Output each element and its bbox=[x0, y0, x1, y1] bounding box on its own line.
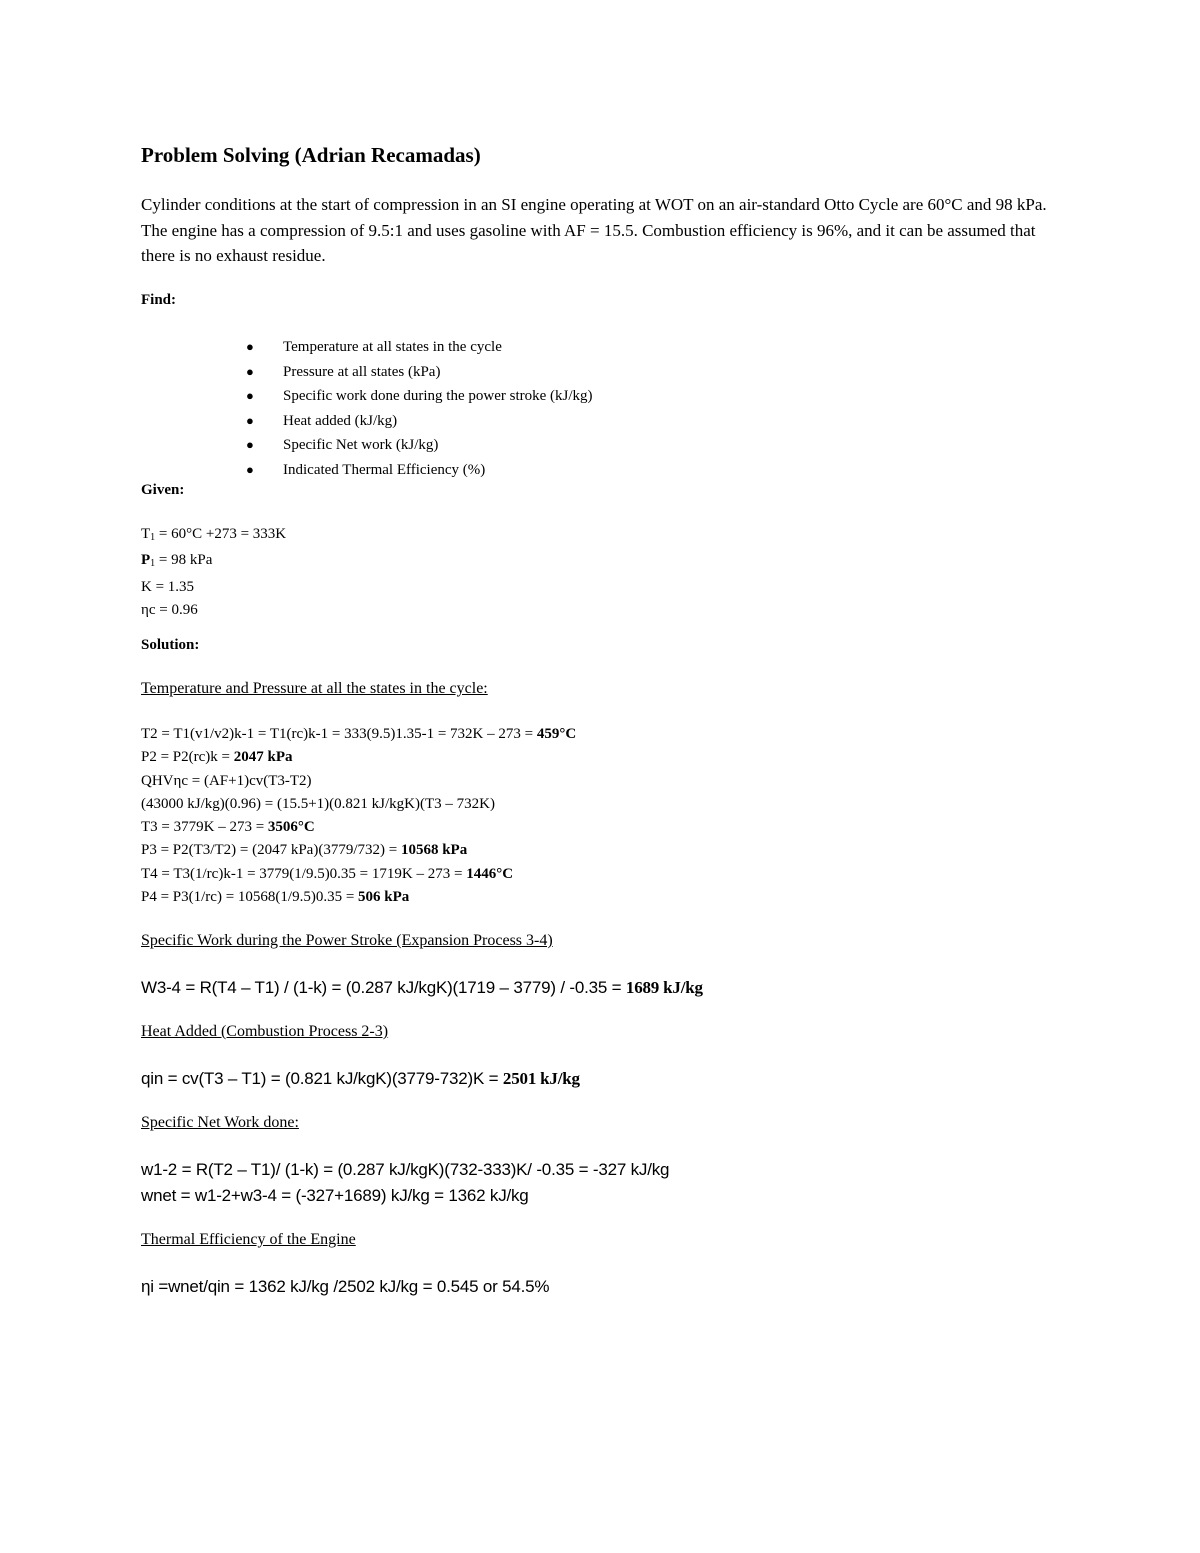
heat-equation: qin = cv(T3 – T1) = (0.821 kJ/kgK)(3779-732)K = 2501 kJ/kg bbox=[141, 1069, 580, 1088]
efficiency-heading: Thermal Efficiency of the Engine bbox=[141, 1231, 356, 1248]
find-item: ● Specific Net work (kJ/kg) bbox=[246, 433, 593, 458]
net-work-equations bbox=[141, 1157, 669, 1209]
find-item: ● Pressure at all states (kPa) bbox=[246, 360, 593, 385]
bullet-icon: ● bbox=[246, 412, 254, 428]
given-eta: ηc = 0.96 bbox=[141, 601, 198, 618]
find-heading: Find: bbox=[141, 292, 177, 308]
given-p1: $P_1 = 98$ kPa bbox=[141, 552, 213, 570]
solution-heading: Solution: bbox=[141, 637, 200, 653]
bullet-icon: ● bbox=[246, 437, 254, 452]
given-heading: Given: bbox=[141, 482, 185, 498]
given-k: K = 1.35 bbox=[141, 578, 195, 595]
equation-line: T2 = T1(v1/v2)k-1 = T1(rc)k-1 = 333(9.5)1.35-1 = 732K – 273 = 459°C bbox=[141, 726, 577, 742]
equation-line: P3 = P2(T3/T2) = (2047 kPa)(3779/732) = 10568 kPa bbox=[141, 842, 468, 859]
problem-statement: Cylinder conditions at the start of compression in an SI engine operating at WOT on an air-standard Otto Cycle are 60°C and 98 kPa. The engine has a compression of 9.5:1 and uses gasoline with AF = 15.5. Combustion efficiency is 96%, and it can be assumed that there is no exhaust residue. bbox=[141, 195, 1047, 265]
equation-line: (43000 kJ/kg)(0.96) = (15.5+1)(0.821 kJ/kgK)(T3 – 732K) bbox=[141, 795, 495, 812]
bullet-icon: ● bbox=[246, 363, 254, 379]
find-list bbox=[246, 335, 593, 482]
given-values bbox=[141, 523, 286, 622]
find-item: ● Specific work done during the power stroke (kJ/kg) bbox=[246, 384, 593, 409]
temp-pressure-equations bbox=[141, 723, 576, 909]
equation-line: P4 = P3(1/rc) = 10568(1/9.5)0.35 = 506 kPa bbox=[141, 889, 410, 906]
work-heading: Specific Work during the Power Stroke (Expansion Process 3-4) bbox=[141, 932, 553, 949]
document-title: Problem Solving (Adrian Recamadas) bbox=[141, 143, 481, 167]
bullet-icon: ● bbox=[246, 388, 254, 403]
find-item: ● Indicated Thermal Efficiency (%) bbox=[246, 458, 593, 483]
equation-line: w1-2 = R(T2 – T1)/ (1-k) = (0.287 kJ/kgK)(732-333)K/ -0.35 = -327 kJ/kg bbox=[141, 1160, 670, 1179]
given-t1: $T_1 = 60^\circ C +273 = 333K$ bbox=[141, 526, 287, 543]
net-work-heading: Specific Net Work done: bbox=[141, 1114, 299, 1131]
find-item: ● Temperature at all states in the cycle bbox=[246, 335, 593, 360]
heat-heading: Heat Added (Combustion Process 2-3) bbox=[141, 1023, 389, 1040]
find-item: ● Heat added (kJ/kg) bbox=[246, 409, 593, 434]
equation-line: wnet = w1-2+w3-4 = (-327+1689) kJ/kg = 1362 kJ/kg bbox=[141, 1186, 529, 1205]
equation-line: P2 = P2(rc)k = 2047 kPa bbox=[141, 749, 293, 766]
bullet-icon: ● bbox=[246, 339, 254, 354]
equation-line: T3 = 3779K – 273 = 3506°C bbox=[141, 819, 315, 836]
work-equation: W3-4 = R(T4 – T1) / (1-k) = (0.287 kJ/kgK)(1719 – 3779) / -0.35 = 1689 kJ/kg bbox=[141, 978, 703, 997]
efficiency-equation: ηi =wnet/qin = 1362 kJ/kg /2502 kJ/kg = 0.545 or 54.5% bbox=[141, 1277, 550, 1296]
temp-pressure-heading: Temperature and Pressure at all the states in the cycle: bbox=[141, 680, 488, 697]
bullet-icon: ● bbox=[246, 461, 254, 477]
equation-line: T4 = T3(1/rc)k-1 = 3779(1/9.5)0.35 = 1719K – 273 = 1446°C bbox=[141, 865, 514, 882]
equation-line: QHVηc = (AF+1)cv(T3-T2) bbox=[141, 772, 312, 789]
